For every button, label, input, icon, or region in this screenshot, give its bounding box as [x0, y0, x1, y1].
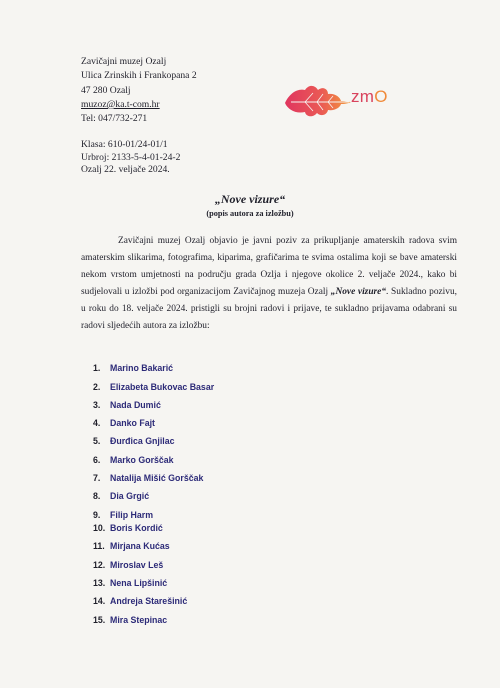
- author-number: 12.: [93, 560, 106, 570]
- author-number: 1.: [93, 363, 101, 373]
- author-number: 6.: [93, 455, 101, 465]
- author-list-item: [93, 510, 153, 520]
- author-name: Mirjana Kućas: [110, 541, 170, 551]
- author-list-item: [93, 541, 170, 551]
- author-number: 3.: [93, 400, 101, 410]
- author-list-item: [93, 418, 155, 428]
- author-number: 5.: [93, 436, 101, 446]
- author-list-item: [93, 523, 163, 533]
- author-number: 7.: [93, 473, 101, 483]
- author-list-item: [93, 491, 149, 501]
- author-name: Filip Harm: [110, 510, 154, 520]
- author-list-item: [93, 400, 161, 410]
- author-name: Natalija Mišić Gorščak: [110, 473, 204, 483]
- author-name: Marko Gorščak: [110, 455, 174, 465]
- author-number: 11.: [93, 541, 105, 551]
- document-references: [81, 139, 180, 177]
- document-subtitle: (popis autora za izložbu): [206, 209, 294, 218]
- author-number: 2.: [93, 382, 101, 392]
- author-number: 4.: [93, 418, 101, 428]
- place-date: Ozalj 22. veljače 2024.: [81, 164, 170, 176]
- author-number: 10.: [93, 523, 106, 533]
- sender-phone: Tel: 047/732-271: [81, 113, 148, 125]
- exhibition-name: „Nove vizure“: [330, 287, 387, 297]
- author-name: Nada Dumić: [110, 400, 161, 410]
- author-list-item: [93, 473, 203, 483]
- author-list-item: [93, 436, 175, 446]
- author-list-item: [93, 615, 167, 625]
- sender-name: Zavičajni muzej Ozalj: [81, 56, 167, 67]
- logo-wordmark: zmO: [351, 87, 388, 106]
- author-list-item: [93, 596, 187, 606]
- sender-address-block: [81, 55, 197, 126]
- author-name: Dia Grgić: [110, 491, 150, 501]
- author-list-item: [93, 578, 167, 588]
- sender-city: 47 280 Ozalj: [81, 84, 131, 96]
- author-name: Miroslav Leš: [110, 560, 164, 570]
- author-name: Danko Fajt: [110, 418, 155, 428]
- author-number: 13.: [93, 578, 106, 588]
- sender-street: Ulica Zrinskih i Frankopana 2: [81, 70, 197, 82]
- author-name: Mira Stepinac: [110, 615, 168, 625]
- author-name: Andreja Starešinić: [110, 596, 188, 606]
- author-name: Elizabeta Bukovac Basar: [110, 382, 215, 392]
- author-number: 8.: [93, 491, 101, 501]
- author-name: Đurđica Gnjilac: [110, 436, 175, 446]
- author-name: Boris Kordić: [110, 523, 163, 533]
- author-list-item: [93, 455, 174, 465]
- sender-email-link[interactable]: muzoz@ka.t-com.hr: [81, 98, 160, 110]
- author-name: Nena Lipšinić: [110, 578, 168, 588]
- museum-logo-leaf-icon: [283, 82, 413, 120]
- author-number: 9.: [93, 510, 101, 520]
- author-list-item: [93, 363, 173, 373]
- author-number: 15.: [93, 615, 106, 625]
- urbroj-number: Urbroj: 2133-5-4-01-24-2: [81, 151, 181, 163]
- document-title: „Nove vizure“: [214, 192, 286, 206]
- author-list-item: [93, 382, 214, 392]
- author-name: Marino Bakarić: [110, 363, 174, 373]
- author-number: 14.: [93, 596, 106, 606]
- author-list-item: [93, 560, 163, 570]
- klasa-number: Klasa: 610-01/24-01/1: [81, 139, 168, 150]
- body-paragraph: Zavičajni muzej Ozalj objavio je javni poziv za prikupljanje amaterskih radova svim amaterskim slikarima, fotografima, kiparima, grafičarima te svima ostalima koji se bave amaterski nekom vrstom umjetnosti na području grada Ozlja i njegove okolice 2. veljače 2024., kako bi sudjelovali u izložbi pod organizacijom Zavičajnog muzeja Ozalj „Nove vizure“. Sukladno pozivu, u roku do 18. veljače 2024. pristigli su brojni radovi i prijave, te sukladno prijavama odabrani su radovi sljedećih autora za izložbu:: [81, 236, 457, 331]
